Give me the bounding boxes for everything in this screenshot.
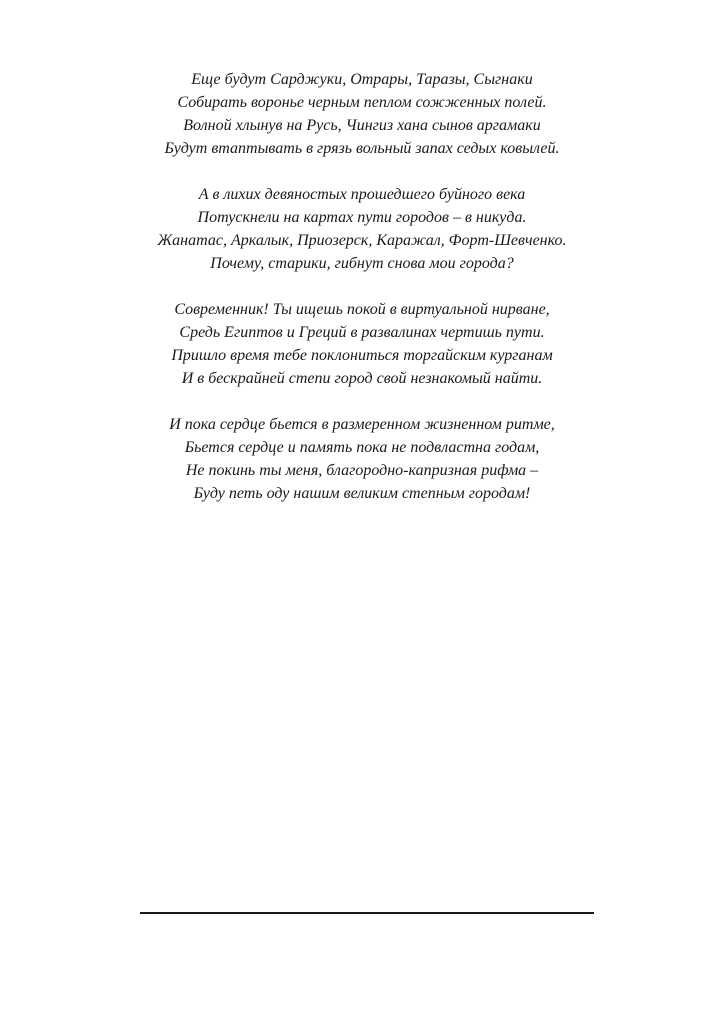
poem-line: Не покинь ты меня, благородно-капризная рифма – — [185, 462, 539, 479]
poem-line: Потускнели на картах пути городов – в никуда. — [197, 209, 527, 226]
poem — [0, 68, 724, 528]
stanza-2 — [0, 183, 724, 275]
poem-line: Современник! Ты ищешь покой в виртуальной нирване, — [174, 301, 550, 318]
poem-line: Жанатас, Аркалык, Приозерск, Каражал, Форт-Шевченко. — [157, 232, 567, 249]
poem-line: Пришло время тебе поклониться торгайским курганам — [171, 347, 553, 364]
stanza-3 — [0, 298, 724, 390]
poem-line: И пока сердце бьется в размеренном жизненном ритме, — [169, 416, 555, 433]
poem-line: Бьется сердце и память пока не подвластна годам, — [184, 439, 540, 456]
stanza-4 — [0, 413, 724, 505]
footer-divider — [140, 912, 594, 914]
poem-line: Будут втаптывать в грязь вольный запах седых ковылей. — [164, 140, 560, 157]
poem-line: Собирать воронье черным пеплом сожженных полей. — [177, 94, 547, 111]
poem-line: Волной хлынув на Русь, Чингиз хана сынов аргамаки — [183, 117, 541, 134]
poem-line: Почему, старики, гибнут снова мои города? — [210, 255, 514, 272]
stanza-1 — [0, 68, 724, 160]
poem-line: Буду петь оду нашим великим степным городам! — [193, 485, 531, 502]
poem-line: А в лихих девяностых прошедшего буйного века — [198, 186, 526, 203]
poem-line: И в бескрайней степи город свой незнакомый найти. — [181, 370, 543, 387]
poem-line: Еще будут Сарджуки, Отрары, Таразы, Сыгнаки — [191, 71, 533, 88]
poem-line: Средь Египтов и Греций в развалинах чертишь пути. — [179, 324, 545, 341]
